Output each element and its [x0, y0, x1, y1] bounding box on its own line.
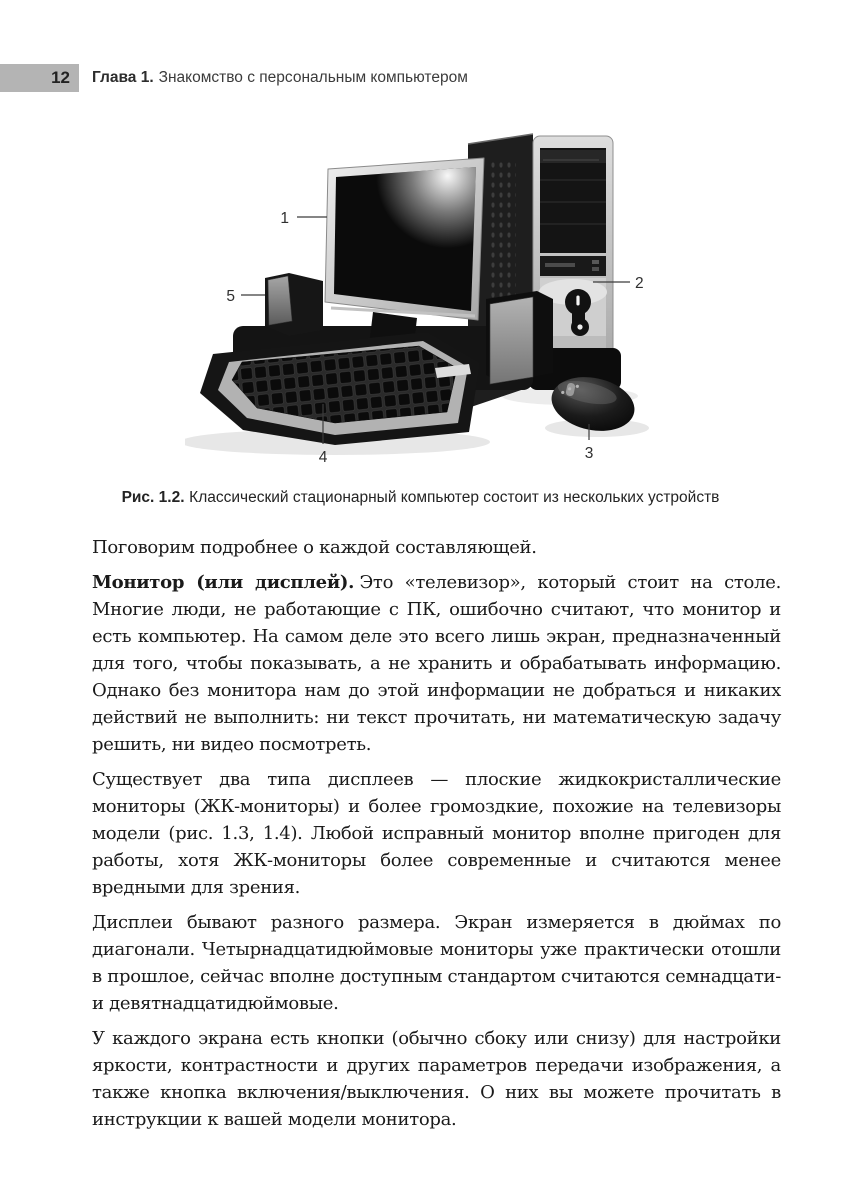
- figure-caption-text: Классический стационарный компьютер состоит из нескольких устройств: [189, 489, 720, 506]
- speaker-right-illustration: [486, 291, 553, 384]
- screen-glare: [334, 167, 476, 311]
- power-glyph: [576, 296, 579, 306]
- monitor-definition-text: Это «телевизор», который стоит на столе. Многие люди, не работающие с ПК, ошибочно считают, что монитор и есть компьютер. На самом деле это всего лишь экран, предназначенный для того, чтобы показывать, а не хранить и обрабатывать информацию. Однако без монитора нам до этой информации не добраться и никаких действий не выполнить: ни текст прочитать, ни математическую задачу решить, ни видео посмотреть.: [92, 572, 781, 755]
- floppy-button: [592, 260, 599, 264]
- monitor-illustration: [325, 158, 484, 320]
- chapter-header: [92, 64, 468, 92]
- drive-bays: [540, 148, 606, 253]
- callout-number: 1: [280, 210, 289, 227]
- speaker-right-grille: [490, 297, 533, 384]
- desktop-computer-illustration: [185, 120, 675, 490]
- callout-number: 5: [226, 288, 235, 305]
- callout-number: 3: [584, 445, 594, 462]
- intro-paragraph: Поговорим подробнее о каждой составляющей.: [92, 537, 537, 558]
- callout-number: 4: [318, 449, 328, 466]
- display-types-paragraph: Существует два типа дисплеев — плоские жидкокристаллические мониторы (ЖК-мониторы) и более громоздкие, похожие на телевизоры модели (рис. 1.3, 1.4). Любой исправный монитор вполне пригоден для работы, хотя ЖК-мониторы более современные и считаются менее вредными для зрения.: [92, 769, 781, 898]
- monitor-definition-lead: Монитор (или дисплей).: [92, 572, 355, 593]
- floppy-led: [592, 267, 599, 271]
- chapter-label: Глава 1.: [92, 69, 154, 86]
- screen-buttons-paragraph: У каждого экрана есть кнопки (обычно сбоку или снизу) для настройки яркости, контрастности и других параметров передачи изображения, а также кнопка включения/выключения. О них вы можете прочитать в инструкции к вашей модели монитора.: [92, 1028, 781, 1130]
- optical-drive: [540, 150, 606, 163]
- callout-5: [226, 288, 265, 305]
- floppy-slot: [545, 263, 575, 267]
- chapter-title: Знакомство с персональным компьютером: [158, 69, 468, 86]
- page-number-box: [0, 64, 79, 92]
- body-text: [92, 534, 781, 1141]
- callout-number: 2: [635, 275, 644, 292]
- figure-caption-label: Рис. 1.2.: [121, 489, 185, 506]
- monitor-paragraph: [92, 569, 781, 758]
- speaker-left-grille: [268, 276, 292, 325]
- reset-dot: [577, 324, 582, 329]
- speaker-left-illustration: [265, 273, 323, 336]
- figure-caption: [60, 489, 781, 507]
- page-number: 12: [51, 68, 70, 87]
- display-sizes-paragraph: Дисплеи бывают разного размера. Экран измеряется в дюймах по диагонали. Четырнадцатидюймовые мониторы уже практически отошли в прошлое, сейчас вполне доступным стандартом считаются семнадцати- и девятнадцатидюймовые.: [92, 912, 781, 1014]
- callout-1: [280, 210, 327, 227]
